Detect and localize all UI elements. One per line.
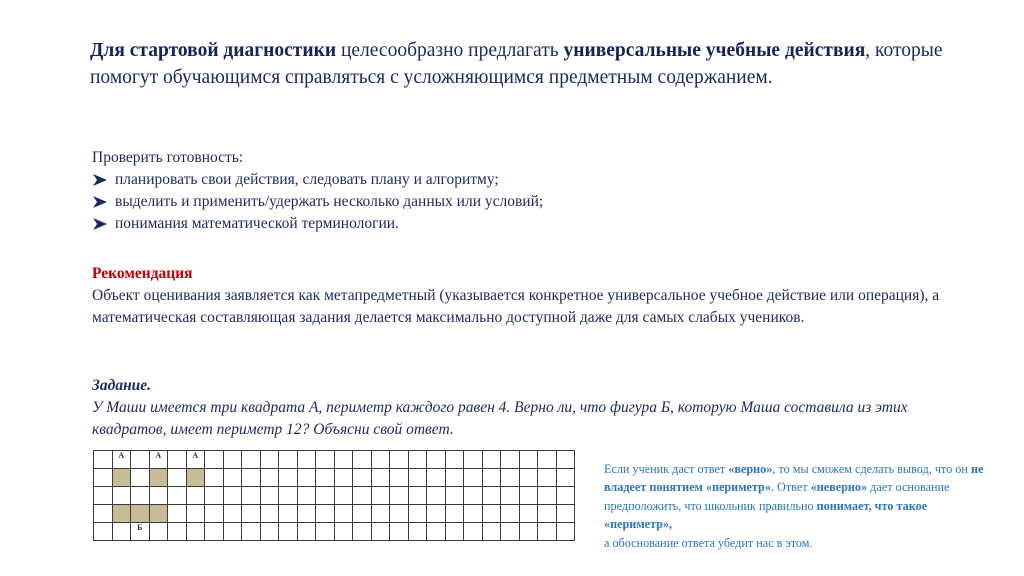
- grid-cell: [149, 487, 168, 505]
- readiness-item: [92, 169, 792, 191]
- grid-row: [94, 505, 575, 523]
- grid-cell: [297, 451, 316, 469]
- grid-cell: [316, 523, 335, 541]
- grid-cell: [427, 469, 446, 487]
- readiness-item-text: понимания математической терминологии.: [115, 215, 399, 232]
- grid-cell: [519, 469, 538, 487]
- grid-cell: [390, 523, 409, 541]
- grid-cell: [556, 487, 575, 505]
- note-bold: «неверно»: [810, 480, 868, 495]
- grid-cell: [445, 451, 464, 469]
- grid-cell-shaded: [131, 505, 150, 523]
- grid-cell: [279, 487, 298, 505]
- heading-bold-1: Для стартовой диагностики: [90, 40, 337, 61]
- grid-cell: [297, 469, 316, 487]
- grid-cell: [371, 505, 390, 523]
- grid-cell: [556, 469, 575, 487]
- grid-cell: [242, 469, 261, 487]
- note-text: Если ученик даст ответ: [604, 462, 729, 476]
- grid-cell: [353, 451, 372, 469]
- note-bold: «верно»: [728, 462, 773, 476]
- grid-cell-shaded: [112, 505, 131, 523]
- grid-cell: [112, 523, 131, 541]
- grid-cell: [501, 523, 520, 541]
- grid-cell: [538, 487, 557, 505]
- grid-cell: [316, 505, 335, 523]
- grid-cell: [334, 505, 353, 523]
- grid-cell: [94, 487, 113, 505]
- grid-cell: [279, 451, 298, 469]
- grid-cell: [297, 523, 316, 541]
- task-text: У Маши имеется три квадрата А, периметр каждого равен 4. Верно ли, что фигура Б, которую Маша составила из этих квадратов, имеет периметр 12? Объясни свой ответ.: [92, 399, 908, 438]
- grid-cell: [205, 469, 224, 487]
- grid-cell: [131, 487, 150, 505]
- grid-cell: [149, 523, 168, 541]
- grid-cell: [464, 469, 483, 487]
- grid-cell: [205, 451, 224, 469]
- grid-cell: [279, 523, 298, 541]
- grid-cell: [279, 469, 298, 487]
- grid-cell: [427, 451, 446, 469]
- note-text: . Ответ: [770, 480, 811, 495]
- note-text: дает основание предположить, что школьник правильно: [604, 480, 950, 513]
- grid-cell: А: [186, 451, 205, 469]
- grid-cell: [390, 451, 409, 469]
- grid-cell: [519, 487, 538, 505]
- grid-cell: [353, 469, 372, 487]
- slide-heading: [90, 37, 970, 91]
- grid-cell: [94, 523, 113, 541]
- grid-cell: [112, 487, 131, 505]
- squares-grid: [93, 450, 575, 541]
- grid-cell: [482, 487, 501, 505]
- grid-cell: [168, 487, 187, 505]
- readiness-list: [92, 169, 792, 235]
- grid-cell: [482, 451, 501, 469]
- grid-cell: [445, 523, 464, 541]
- grid-cell: [186, 523, 205, 541]
- grid-cell: [297, 505, 316, 523]
- grid-cell: [353, 487, 372, 505]
- grid-cell: [242, 523, 261, 541]
- grid-cell: [242, 487, 261, 505]
- grid-cell: [297, 487, 316, 505]
- grid-cell: А: [149, 451, 168, 469]
- grid-cell: [371, 469, 390, 487]
- grid-cell: [131, 469, 150, 487]
- grid-cell: [464, 487, 483, 505]
- grid-cell: [427, 523, 446, 541]
- grid-cell: [538, 469, 557, 487]
- grid-cell: [445, 505, 464, 523]
- grid-cell: [408, 451, 427, 469]
- grid-cell: [334, 523, 353, 541]
- grid-cell: [334, 451, 353, 469]
- grid-cell: [482, 469, 501, 487]
- grid-cell: [242, 505, 261, 523]
- grid-cell: [538, 523, 557, 541]
- grid-cell-shaded: [186, 469, 205, 487]
- grid-cell: [279, 505, 298, 523]
- grid-cell: [223, 487, 242, 505]
- grid-cell: [168, 451, 187, 469]
- note-text: а обоснование ответа убедит нас в этом.: [604, 535, 813, 550]
- grid-cell: [371, 523, 390, 541]
- grid-cell: [205, 505, 224, 523]
- arrow-bullet-icon: [93, 218, 107, 230]
- grid-cell: [260, 469, 279, 487]
- readiness-item-text: выделить и применить/удержать несколько данных или условий;: [115, 193, 544, 210]
- grid-cell: [353, 505, 372, 523]
- grid-cell-shaded: [112, 469, 131, 487]
- note-bold: понимает, что такое «периметр»,: [604, 498, 928, 532]
- grid-cell: [223, 469, 242, 487]
- grid-cell: [131, 451, 150, 469]
- grid-cell: [408, 469, 427, 487]
- grid-cell: [205, 523, 224, 541]
- grid-cell: [223, 451, 242, 469]
- heading-bold-3: универсальные учебные действия: [563, 40, 866, 61]
- grid-cell: [334, 469, 353, 487]
- grid-cell: [408, 505, 427, 523]
- grid-cell: [556, 505, 575, 523]
- grid-cell: [390, 505, 409, 523]
- grid-row: [94, 487, 575, 505]
- grid-cell: [482, 505, 501, 523]
- recommendation-text: Объект оценивания заявляется как метапредметный (указывается конкретное универсальное учебное действие или операция), а математическая составляющая задания делается максимально доступной даже для самых слабых учеников.: [92, 287, 940, 326]
- arrow-bullet-icon: [93, 196, 107, 208]
- grid-cell: [408, 523, 427, 541]
- grid-cell: [371, 487, 390, 505]
- grid-cell: [371, 451, 390, 469]
- grid-cell: [556, 451, 575, 469]
- arrow-bullet-icon: [93, 174, 107, 186]
- grid-cell: [260, 451, 279, 469]
- grid-cell: [223, 505, 242, 523]
- recommendation-section: [92, 263, 952, 329]
- grid-cell: [223, 523, 242, 541]
- recommendation-title: Рекомендация: [92, 265, 193, 282]
- grid-cell: [94, 505, 113, 523]
- grid-cell: [242, 451, 261, 469]
- grid-cell: [260, 523, 279, 541]
- grid-cell: Б: [131, 523, 150, 541]
- grid-cell: [353, 523, 372, 541]
- grid-row: [94, 451, 575, 469]
- grid-cell: [260, 505, 279, 523]
- grid-cell: [168, 469, 187, 487]
- grid-cell-shaded: [149, 469, 168, 487]
- grid-cell: [464, 505, 483, 523]
- grid-cell: [205, 487, 224, 505]
- grid-cell: [538, 451, 557, 469]
- grid-row: [94, 523, 575, 541]
- grid-cell: [464, 451, 483, 469]
- grid-cell: [501, 451, 520, 469]
- grid-cell: [186, 487, 205, 505]
- readiness-title: Проверить готовность:: [92, 149, 244, 166]
- grid-cell: [519, 451, 538, 469]
- grid-cell: [445, 487, 464, 505]
- grid-cell: [408, 487, 427, 505]
- grid-cell: [316, 451, 335, 469]
- task-section: [92, 375, 972, 441]
- grid-cell: [316, 469, 335, 487]
- grid-cell: [464, 523, 483, 541]
- grid-cell: [390, 469, 409, 487]
- grid-cell: [94, 451, 113, 469]
- grid-cell: [519, 505, 538, 523]
- heading-text-2: целесообразно предлагать: [336, 40, 564, 61]
- grid-cell: [316, 487, 335, 505]
- grid-cell: [260, 487, 279, 505]
- readiness-item: [92, 213, 792, 235]
- grid-cell: [501, 469, 520, 487]
- grid-row: [94, 469, 575, 487]
- grid-cell: [94, 469, 113, 487]
- grid-cell: [186, 505, 205, 523]
- grid-cell: [334, 487, 353, 505]
- heading-text-4: , которые помогут обучающимся справляться с усложняющимся предметным содержанием.: [90, 40, 943, 88]
- grid-cell: [501, 487, 520, 505]
- grid-cell: [427, 487, 446, 505]
- grid-cell: [482, 523, 501, 541]
- grid-cell: [519, 523, 538, 541]
- grid-cell: [538, 505, 557, 523]
- grid-cell: [390, 487, 409, 505]
- grid-cell: [427, 505, 446, 523]
- grid-cell-shaded: [149, 505, 168, 523]
- note-bold: не владеет понятием «периметр»: [604, 462, 984, 495]
- grid-cell: [445, 469, 464, 487]
- grid-cell: [556, 523, 575, 541]
- readiness-item-text: планировать свои действия, следовать плану и алгоритму;: [115, 171, 499, 188]
- grid-cell: [168, 523, 187, 541]
- grid-cell: [168, 505, 187, 523]
- note-text: , то мы сможем сделать вывод, что он: [772, 462, 971, 476]
- grid-cell: А: [112, 451, 131, 469]
- readiness-section: [92, 147, 792, 235]
- grid-cell: [501, 505, 520, 523]
- readiness-item: [92, 191, 792, 213]
- task-title: Задание.: [92, 377, 152, 394]
- answer-note: [604, 460, 984, 552]
